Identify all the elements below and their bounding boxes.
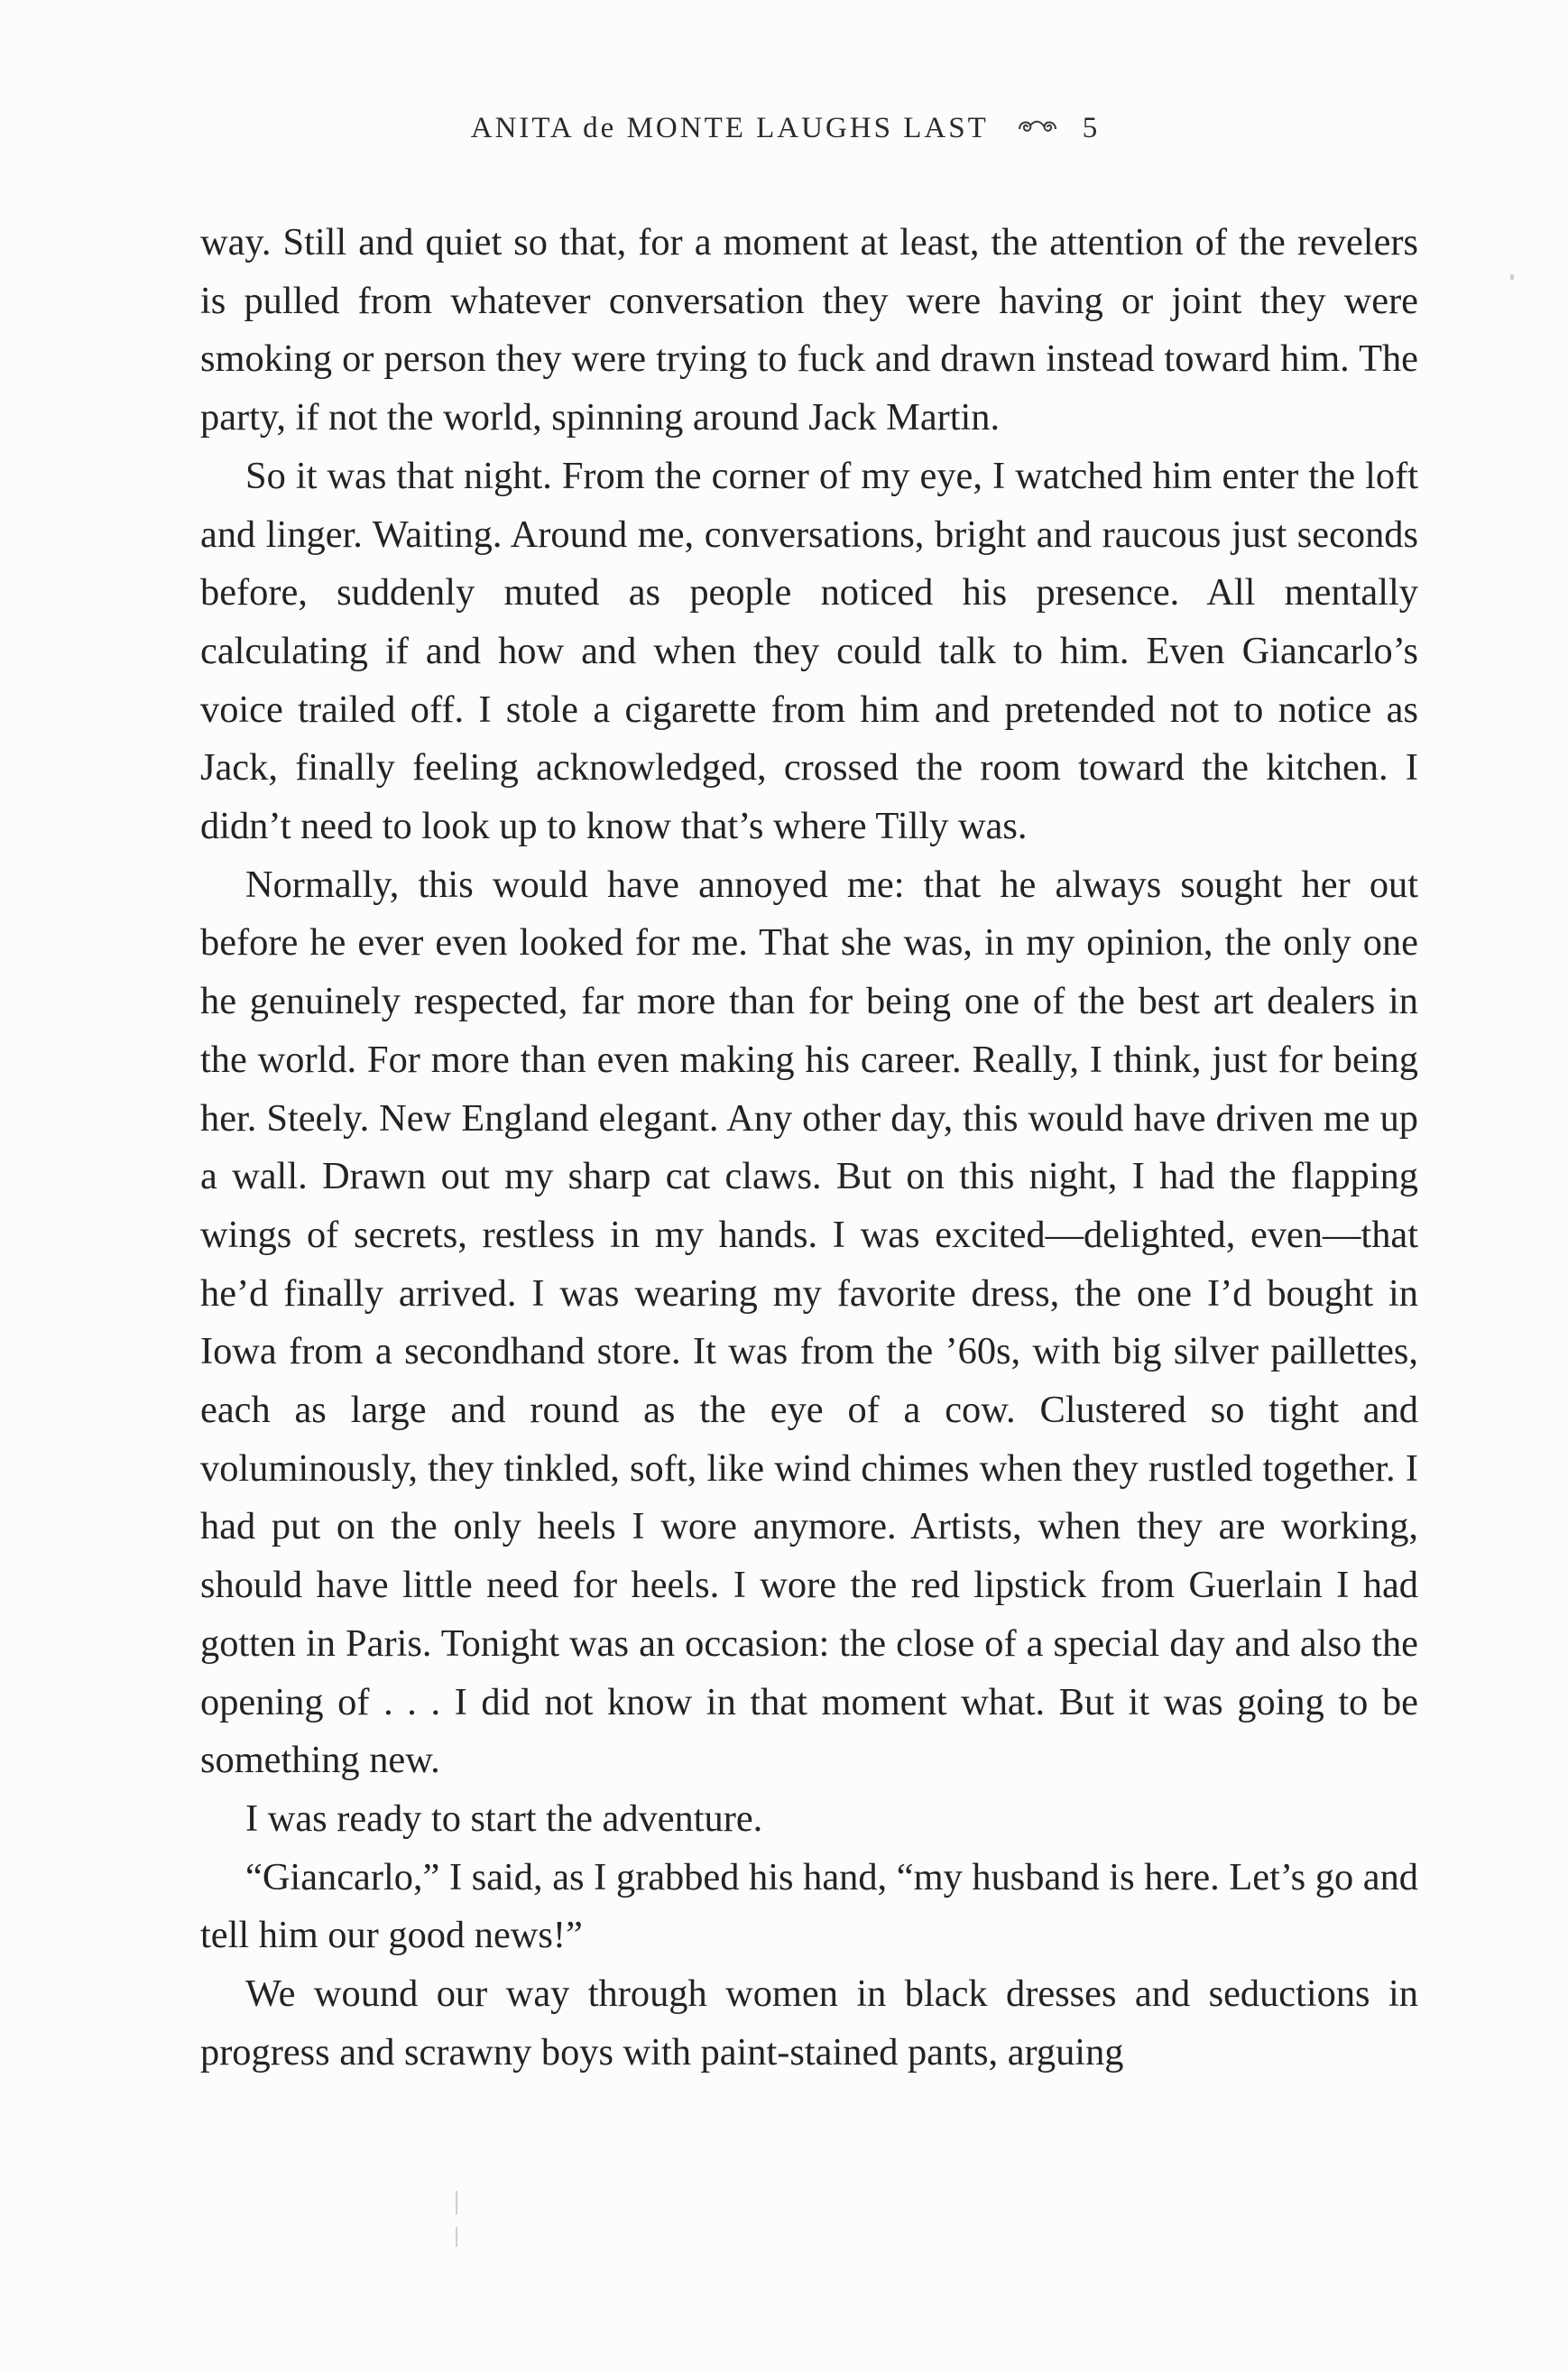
paragraph: So it was that night. From the corner of my eye, I watched him enter the loft and linger. Waiting. Around me, conversations, bright and raucous just seconds before, suddenly muted as people noticed his presence. All mentally calculating if and how and when they could talk to him. Even Giancarlo’s voice trailed off. I stole a cigarette from him and pretended not to notice as Jack, finally feeling acknowledged, crossed the room toward the kitchen. I didn’t need to look up to know that’s where Tilly was. [200,454,1418,848]
paragraph: “Giancarlo,” I said, as I grabbed his hand, “my husband is here. Let’s go and tell him our good news!” [200,1855,1418,1957]
paragraph: Normally, this would have annoyed me: that he always sought her out before he ever even looked for me. That she was, in my opinion, the only one he genuinely respected, far more than for being one of the best art dealers in the world. For more than even making his career. Really, I think, just for being her. Steely. New England elegant. Any other day, this would have driven me up a wall. Drawn out my sharp cat claws. But on this night, I had the flapping wings of secrets, restless in my hands. I was excited—delighted, even—that he’d finally arrived. I was wearing my favorite dress, the one I’d bought in Iowa from a secondhand store. It was from the ’60s, with big silver paillettes, each as large and round as the eye of a cow. Clustered so tight and voluminously, they tinkled, soft, like wind chimes when they rustled together. I had put on the only heels I wore anymore. Artists, when they are working, should have little need for heels. I wore the red lipstick from Guerlain I had gotten in Paris. Tonight was an occasion: the close of a special day and also the opening of . . . I did not know in that moment what. But it was going to be something new. [200,863,1418,1782]
scan-speck [456,2191,457,2214]
paragraph: We wound our way through women in black dresses and seductions in progress and scrawny boys with paint-stained pants, arguing [200,1972,1418,2074]
body-text [200,214,1418,2083]
scroll-flourish-ornament-icon [1016,111,1059,144]
running-head-title: ANITA de MONTE LAUGHS LAST [470,112,989,144]
running-head [0,112,1568,147]
paragraph: I was ready to start the adventure. [245,1797,763,1840]
paragraph-continued: way. Still and quiet so that, for a moment at least, the attention of the revelers is pulled from whatever conversation they were having or joint they were smoking or person they were trying to fuck and drawn instead toward him. The party, if not the world, spinning around Jack Martin. [200,221,1418,439]
scan-speck [456,2227,457,2247]
scan-speck [1510,274,1514,280]
page-number: 5 [1082,112,1098,144]
